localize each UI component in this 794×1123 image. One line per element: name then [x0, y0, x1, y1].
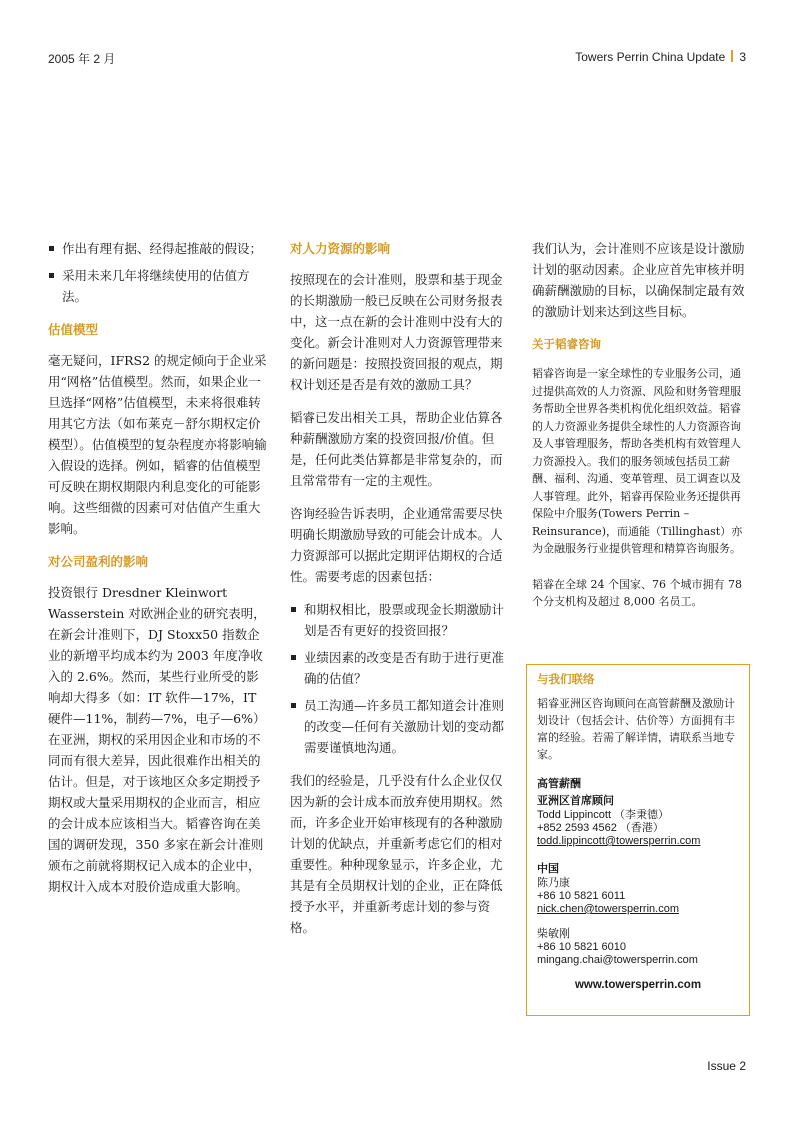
hr-paragraph-2: 韬睿已发出相关工具，帮助企业估算各种薪酬激励方案的投资回报/价值。但是，任何此类估算都是非常复杂的，而且常常带有一定的主观性。: [290, 410, 503, 488]
section-heading-about: 关于韬睿咨询: [532, 337, 601, 351]
region-title: 高管薪酬: [537, 777, 581, 790]
column-1: [48, 238, 268, 909]
contact-email[interactable]: mingang.chai@towersperrin.com: [537, 954, 698, 966]
valuation-paragraph: 毫无疑问，IFRS2 的规定倾向于企业采用“网格”估值模型。然而，如果企业一旦选择“网格”估值模型，未来将很难转用其它方法（如布莱克－舒尔期权定价模型）。估值模型的复杂程度亦将影响输入假设的选择。例如，韬睿的估值模型可反映在期权期限内利息变化的可能影响。这些细微的因素可对估值产生重大影响。: [48, 353, 267, 536]
column-2: [290, 238, 506, 950]
contact-heading: 与我们联络: [537, 672, 595, 686]
contact-intro: 韬睿亚洲区咨询顾问在高管薪酬及激励计划设计（包括会计、估价等）方面拥有丰富的经验。若需了解详情，请联系当地专家。: [537, 697, 735, 761]
contact-group-asia: [537, 775, 739, 848]
page-number: 3: [739, 50, 746, 64]
contact-phone: +852 2593 4562 （香港）: [537, 822, 664, 834]
contact-phone: +86 10 5821 6010: [537, 941, 627, 953]
hr-paragraph-1: 按照现在的会计准则，股票和基于现金的长期激励一般已反映在公司财务报表中，这一点在新的会计准则中没有大的变化。新会计准则对人力资源管理带来的新问题是：按照投资回报的观点，期权计划还是否是有效的激励工具？: [290, 272, 503, 392]
contact-phone: +86 10 5821 6011: [537, 890, 626, 902]
hr-paragraph-4: 我们的经验是，几乎没有什么企业仅仅因为新的会计成本而放弃使用期权。然而，许多企业开始审核现有的各种激励计划的优缺点，并重新考虑它们的相对重要性。种种现象显示，许多企业，尤其是有全员期权计划的企业，正在降低授予水平，并重新考虑计划的参与资格。: [290, 773, 503, 935]
website-link[interactable]: www.towersperrin.com: [574, 979, 702, 991]
header-divider: [731, 50, 733, 62]
bullet-item: 采用未来几年将继续使用的估值方法。: [48, 265, 268, 307]
hr-paragraph-3: 咨询经验告诉表明，企业通常需要尽快明确长期激励导致的可能会计成本。人力资源部可以据此定期评估期权的合适性。需要考虑的因素包括：: [290, 506, 503, 584]
publication-title: Towers Perrin China Update: [575, 50, 726, 64]
contact-box: [526, 664, 750, 1016]
running-header: [575, 50, 746, 64]
bullet-item: 业绩因素的改变是否有助于进行更准确的估值？: [290, 647, 506, 689]
contact-group-china-2: [537, 928, 739, 967]
bullet-item: 作出有理有据、经得起推敲的假设；: [48, 238, 268, 259]
bullet-item: 和期权相比，股票或现金长期激励计划是否有更好的投资回报？: [290, 599, 506, 641]
section-heading-profit: 对公司盈利的影响: [48, 554, 149, 569]
issue-date: 2005 年 2 月: [48, 52, 116, 66]
profit-paragraph: 投资银行 Dresdner Kleinwort Wasserstein 对欧洲企业的研究表明，在新会计准则下，DJ Stoxx50 指数企业的新增平均成本约为 2003 年度净收入的 2.6%。然而，某些行业所受的影响却大得多（如：IT 软件—17%，IT 硬件—11%，制药—7%，电子—6%）在亚洲，期权的采用因企业和市场的不同而有很大差异，因此很难作出相关的估计。但是，对于该地区众多定期授予期权或大量采用期权的企业而言，相应的会计成本应该相当大。韬睿咨询在美国的调研发现，350 多家在新会计准则颁布之前就将期权记入成本的企业中，期权计入成本对股价造成重大影响。: [48, 585, 266, 894]
about-paragraph: 韬睿咨询是一家全球性的专业服务公司，通过提供高效的人力资源、风险和财务管理服务帮助全世界各类机构优化组织效益。韬睿的人力资源业务提供全球性的人力资源咨询及人事管理服务，帮助各类机构有效管理人力资源投入。我们的服务领域包括员工薪酬、福利、沟通、变革管理、员工调查以及人事管理。此外，韬睿再保险业务还提供再保险中介服务(Towers Perrin – Reinsurance)，而通能（Tillinghast）亦为金融服务行业提供管理和精算咨询服务。: [532, 367, 743, 555]
contact-email-link[interactable]: todd.lippincott@towersperrin.com: [537, 835, 701, 847]
contact-name: 陈乃康: [537, 877, 570, 889]
bullet-item: 员工沟通—许多员工都知道会计准则的改变—任何有关激励计划的变动都需要谨慎地沟通。: [290, 695, 506, 758]
contact-name: Todd Lippincott （李秉德）: [537, 809, 670, 821]
conclusion-paragraph: 我们认为，会计准则不应该是设计激励计划的驱动因素。企业应首先审核并明确薪酬激励的目标，以确保制定最有效的激励计划来达到这些目标。: [532, 241, 745, 319]
contact-group-china: [537, 860, 739, 916]
section-heading-hr: 对人力资源的影响: [290, 241, 391, 256]
offices-paragraph: 韬睿在全球 24 个国家、76 个城市拥有 78 个分支机构及超过 8,000 名员工。: [532, 577, 742, 608]
contact-email-link[interactable]: nick.chen@towersperrin.com: [537, 903, 679, 915]
section-heading-valuation: 估值模型: [48, 322, 99, 337]
region-subtitle: 亚洲区首席顾问: [537, 794, 614, 807]
issue-footer: Issue 2: [707, 1059, 746, 1073]
factors-bullet-list: [290, 599, 506, 758]
column-3: [532, 238, 746, 623]
contact-name: 柴敏刚: [537, 928, 570, 940]
assumption-bullet-list: [48, 238, 268, 307]
china-label: 中国: [537, 862, 559, 875]
